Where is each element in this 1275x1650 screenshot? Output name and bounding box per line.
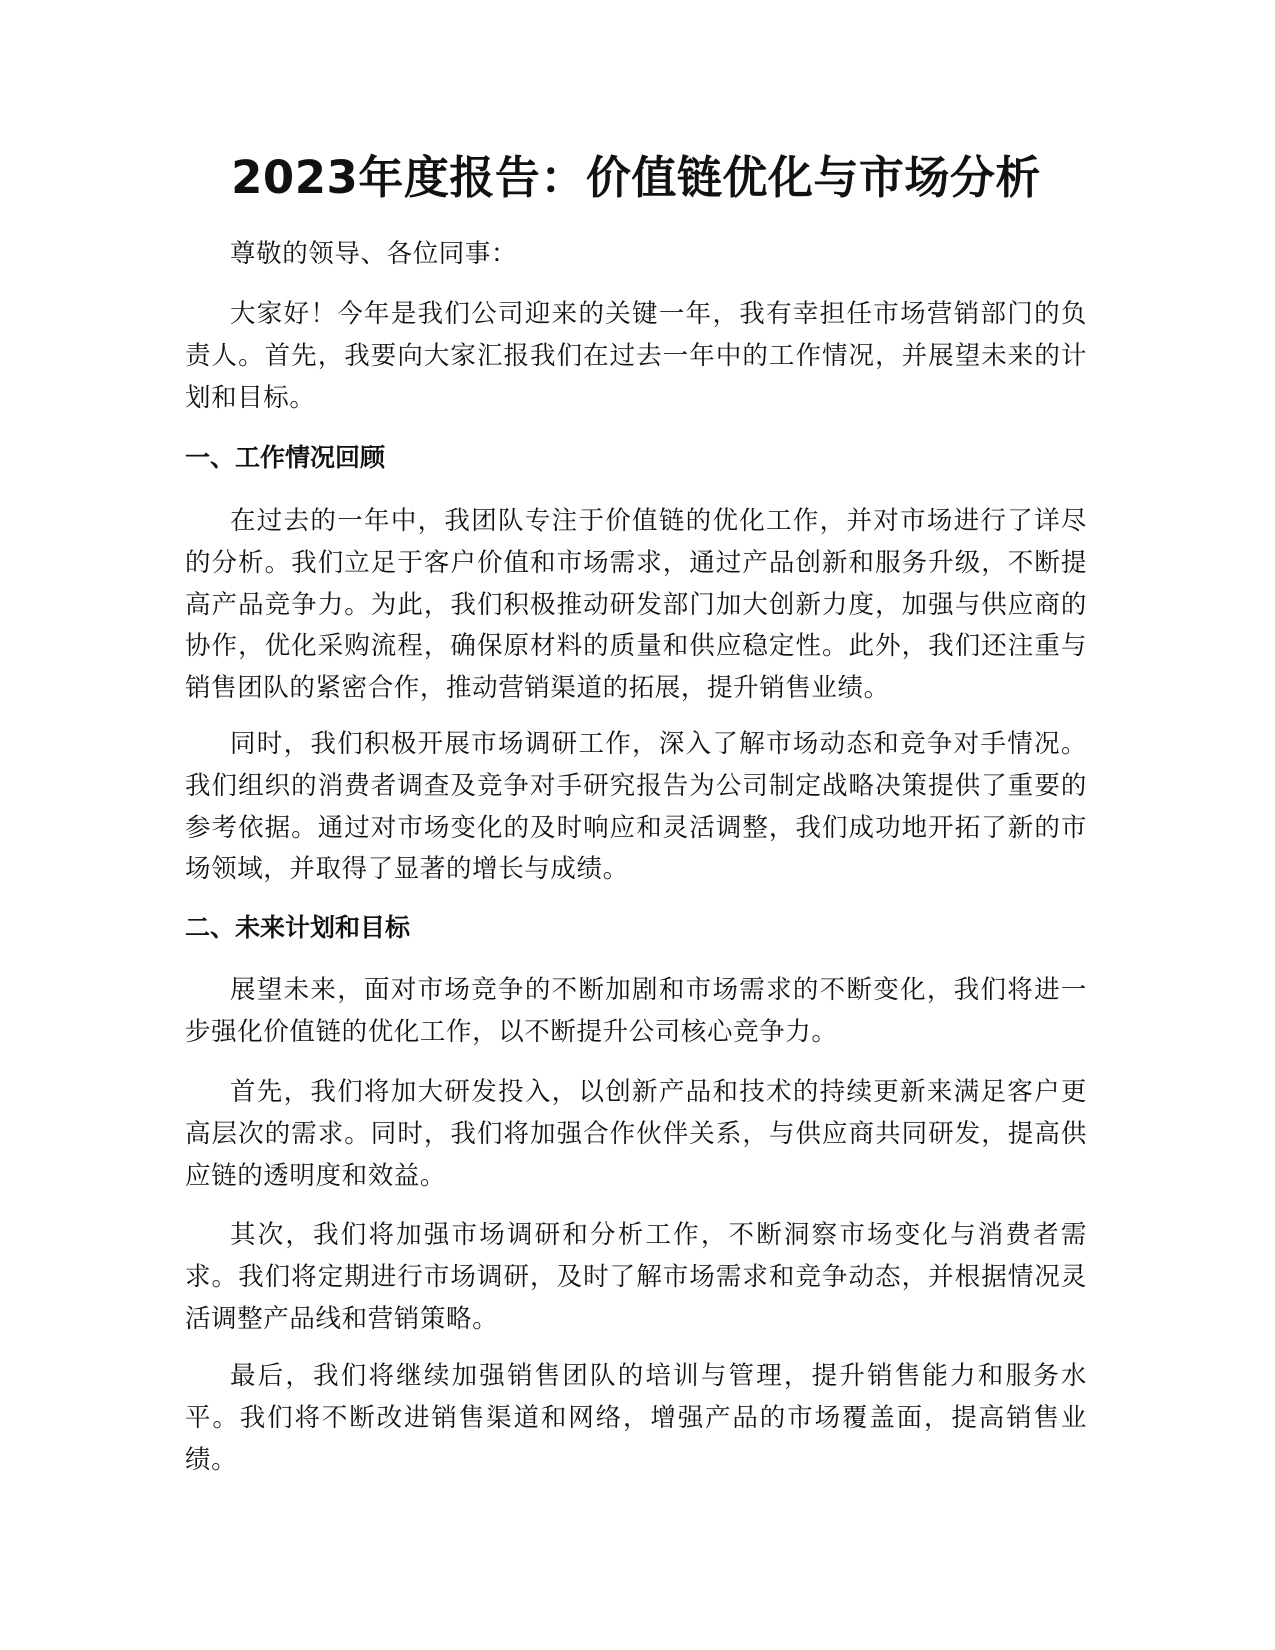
plans-paragraph-2: 首先，我们将加大研发投入，以创新产品和技术的持续更新来满足客户更高层次的需求。同时，我们将加强合作伙伴关系，与供应商共同研发，提高供应链的透明度和效益。 [185, 1077, 1087, 1191]
review-paragraph-1: 在过去的一年中，我团队专注于价值链的优化工作，并对市场进行了详尽的分析。我们立足于客户价值和市场需求，通过产品创新和服务升级，不断提高产品竞争力。为此，我们积极推动研发部门加大创新力度，加强与供应商的协作，优化采购流程，确保原材料的质量和供应稳定性。此外，我们还注重与销售团队的紧密合作，推动营销渠道的拓展，提升销售业绩。 [185, 506, 1087, 704]
plans-paragraph-4: 最后，我们将继续加强销售团队的培训与管理，提升销售能力和服务水平。我们将不断改进销售渠道和网络，增强产品的市场覆盖面，提高销售业绩。 [185, 1361, 1087, 1475]
document-title: 2023年度报告：价值链优化与市场分析 [231, 151, 1041, 204]
plans-paragraph-1: 展望未来，面对市场竞争的不断加剧和市场需求的不断变化，我们将进一步强化价值链的优化工作，以不断提升公司核心竞争力。 [185, 975, 1087, 1047]
plans-paragraph-3: 其次，我们将加强市场调研和分析工作，不断洞察市场变化与消费者需求。我们将定期进行市场调研，及时了解市场需求和竞争动态，并根据情况灵活调整产品线和营销策略。 [185, 1220, 1087, 1334]
section-heading-plans: 二、未来计划和目标 [185, 913, 411, 942]
intro-paragraph: 大家好！今年是我们公司迎来的关键一年，我有幸担任市场营销部门的负责人。首先，我要向大家汇报我们在过去一年中的工作情况，并展望未来的计划和目标。 [185, 299, 1087, 413]
review-paragraph-2: 同时，我们积极开展市场调研工作，深入了解市场动态和竞争对手情况。我们组织的消费者调查及竞争对手研究报告为公司制定战略决策提供了重要的参考依据。通过对市场变化的及时响应和灵活调整，我们成功地开拓了新的市场领域，并取得了显著的增长与成绩。 [185, 729, 1087, 885]
salutation: 尊敬的领导、各位同事： [230, 239, 518, 269]
section-heading-review: 一、工作情况回顾 [185, 443, 386, 472]
